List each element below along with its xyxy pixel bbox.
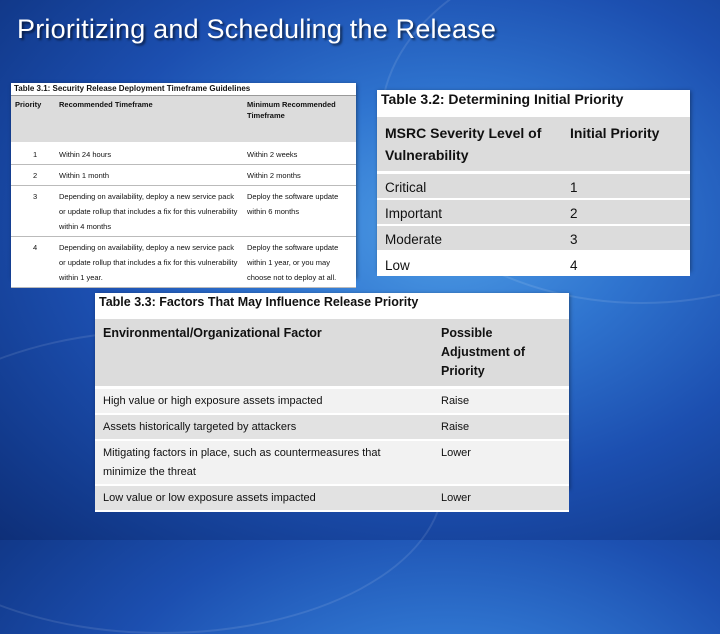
table-row	[377, 251, 690, 276]
column-header: MSRC Severity Level of Vulnerability	[377, 117, 562, 173]
table-cell: Within 1 month	[55, 165, 243, 186]
table-3-1	[11, 83, 356, 282]
initial-priority-table	[377, 117, 690, 276]
table-cell: Raise	[433, 388, 569, 415]
table-3-3	[95, 293, 569, 504]
table-cell: Depending on availability, deploy a new service pack or update rollup that includes a fix for this vulnerability within 4 months	[55, 186, 243, 237]
table-cell: Depending on availability, deploy a new service pack or update rollup that includes a fix for this vulnerability within 1 year.	[55, 237, 243, 288]
table-cell: 1	[562, 173, 690, 200]
release-priority-factors-table	[95, 319, 569, 512]
table-cell: Assets historically targeted by attackers	[95, 414, 433, 440]
table-3-2	[377, 90, 690, 271]
table-cell: Moderate	[377, 225, 562, 251]
timeframe-table	[11, 96, 356, 288]
table-caption: Table 3.3: Factors That May Influence Release Priority	[99, 295, 419, 309]
table-cell: Important	[377, 199, 562, 225]
table-caption: Table 3.1: Security Release Deployment Timeframe Guidelines	[11, 83, 356, 96]
slide-title: Prioritizing and Scheduling the Release	[17, 14, 497, 44]
table-cell: Lower	[433, 440, 569, 485]
table-row	[95, 485, 569, 511]
table-cell: Within 2 weeks	[243, 143, 356, 165]
table-cell: 3	[562, 225, 690, 251]
table-cell: 2	[562, 199, 690, 225]
table-cell: 2	[11, 165, 55, 186]
table-cell: Low	[377, 251, 562, 276]
table-cell: Raise	[433, 414, 569, 440]
table-row	[11, 165, 356, 186]
table-cell: Deploy the software update within 1 year, or you may choose not to deploy at all.	[243, 237, 356, 288]
table-cell: Within 2 months	[243, 165, 356, 186]
table-cell: Within 24 hours	[55, 143, 243, 165]
table-cell: Mitigating factors in place, such as countermeasures that minimize the threat	[95, 440, 433, 485]
table-cell: 3	[11, 186, 55, 237]
table-cell: High value or high exposure assets impacted	[95, 388, 433, 415]
table-row	[11, 186, 356, 237]
table-cell: 4	[562, 251, 690, 276]
table-header-row	[95, 319, 569, 388]
table-row	[95, 388, 569, 415]
table-row	[95, 440, 569, 485]
column-header: Recommended Timeframe	[55, 96, 243, 143]
table-cell: 4	[11, 237, 55, 288]
table-header-row	[377, 117, 690, 173]
column-header: Environmental/Organizational Factor	[95, 319, 433, 388]
table-caption: Table 3.2: Determining Initial Priority	[381, 91, 624, 107]
column-header: Initial Priority	[562, 117, 690, 173]
table-row	[11, 143, 356, 165]
table-row	[11, 237, 356, 288]
column-header: Minimum Recommended Timeframe	[243, 96, 356, 143]
table-cell: Deploy the software update within 6 months	[243, 186, 356, 237]
table-cell: Lower	[433, 485, 569, 511]
table-cell: Critical	[377, 173, 562, 200]
table-header-row	[11, 96, 356, 143]
table-row	[377, 173, 690, 200]
column-header: Possible Adjustment of Priority	[433, 319, 569, 388]
table-cell: Low value or low exposure assets impacted	[95, 485, 433, 511]
table-row	[377, 199, 690, 225]
column-header: Priority	[11, 96, 55, 143]
table-cell: 1	[11, 143, 55, 165]
table-row	[95, 414, 569, 440]
table-row	[377, 225, 690, 251]
